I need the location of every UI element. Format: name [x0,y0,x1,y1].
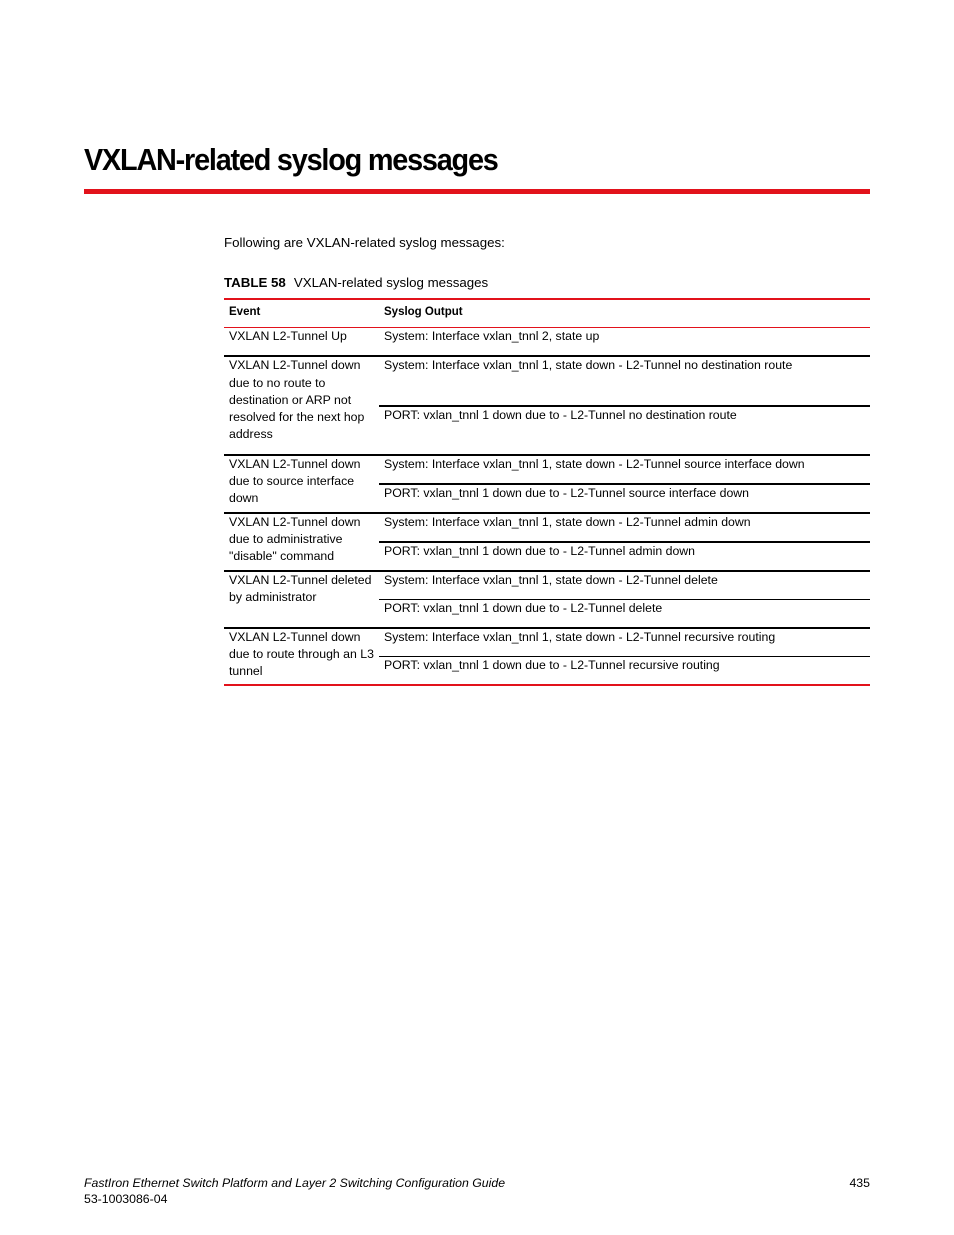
table-caption-title: VXLAN-related syslog messages [293,275,489,290]
table-row [224,628,870,657]
syslog-output-cell: PORT: vxlan_tnnl 1 down due to - L2-Tunnel no destination route [379,406,870,455]
footer-document-info [84,1175,505,1207]
footer-doc-number: 53-1003086-04 [84,1192,168,1206]
syslog-output-cell: PORT: vxlan_tnnl 1 down due to - L2-Tunnel delete [379,599,870,628]
table-row [224,571,870,600]
table-caption [224,275,488,291]
footer-guide-title: FastIron Ethernet Switch Platform and Layer 2 Switching Configuration Guide [84,1176,506,1190]
syslog-output-cell: System: Interface vxlan_tnnl 1, state down - L2-Tunnel recursive routing [379,628,870,657]
table-row [224,356,870,405]
event-cell: VXLAN L2-Tunnel down due to administrative "disable" command [224,513,379,571]
event-cell: VXLAN L2-Tunnel down due to no route to destination or ARP not resolved for the next hop address [224,356,379,454]
page-title: VXLAN-related syslog messages [84,142,498,177]
syslog-output-cell: System: Interface vxlan_tnnl 2, state up [384,329,600,344]
syslog-output-cell: System: Interface vxlan_tnnl 1, state down - L2-Tunnel source interface down [379,455,870,484]
syslog-output-cell: System: Interface vxlan_tnnl 1, state down - L2-Tunnel admin down [379,513,870,542]
syslog-output-cell: System: Interface vxlan_tnnl 1, state down - L2-Tunnel no destination route [379,356,870,405]
intro-paragraph: Following are VXLAN-related syslog messages: [224,235,505,250]
event-cell: VXLAN L2-Tunnel Up [229,329,347,344]
title-underline [84,189,870,194]
table-row [224,513,870,542]
syslog-output-cell: PORT: vxlan_tnnl 1 down due to - L2-Tunnel admin down [379,542,870,571]
table-row [224,328,870,357]
syslog-output-cell: PORT: vxlan_tnnl 1 down due to - L2-Tunnel recursive routing [379,656,870,685]
event-cell: VXLAN L2-Tunnel down due to source interface down [224,455,379,513]
syslog-output-cell: System: Interface vxlan_tnnl 1, state down - L2-Tunnel delete [379,571,870,600]
syslog-messages-table [224,298,870,686]
column-header-event: Event [224,299,379,328]
column-header-syslog-output: Syslog Output [379,299,870,328]
table-header-row [224,299,870,328]
event-cell: VXLAN L2-Tunnel deleted by administrator [224,571,379,628]
table-row [224,455,870,484]
event-cell: VXLAN L2-Tunnel down due to route through an L3 tunnel [224,628,379,685]
footer-page-number: 435 [849,1176,870,1190]
table-caption-number: TABLE 58 [224,275,286,290]
syslog-output-cell: PORT: vxlan_tnnl 1 down due to - L2-Tunnel source interface down [379,484,870,513]
